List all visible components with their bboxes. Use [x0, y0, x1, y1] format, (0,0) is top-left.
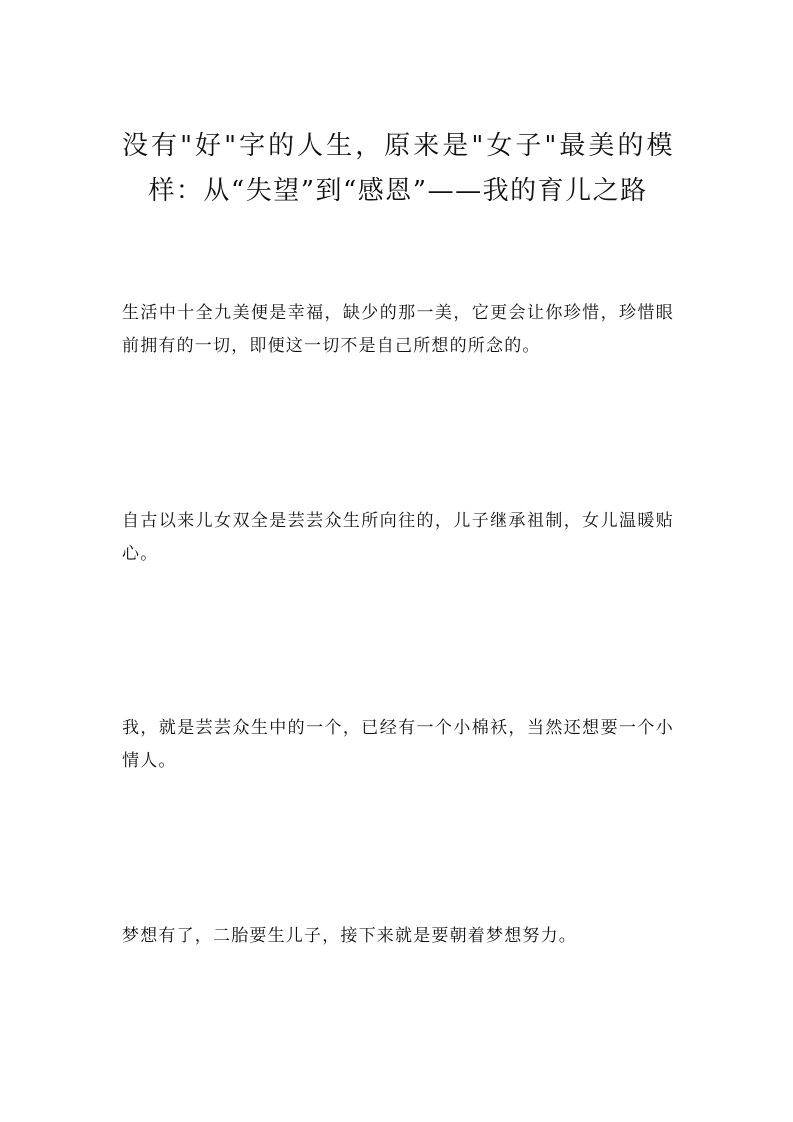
paragraph-2: 自古以来儿女双全是芸芸众生所向往的，儿子继承祖制，女儿温暖贴心。 [122, 511, 674, 564]
paragraph-1: 生活中十全九美便是幸福，缺少的那一美，它更会让你珍惜，珍惜眼前拥有的一切，即便这一切不是自己所想的所念的。 [122, 303, 674, 356]
paragraph-4: 梦想有了，二胎要生儿子，接下来就是要朝着梦想努力。 [122, 926, 577, 946]
paragraph-3: 我，就是芸芸众生中的一个，已经有一个小棉袄，当然还想要一个小情人。 [122, 718, 674, 771]
document-title: 没有"好"字的人生，原来是"女子"最美的模样：从“失望”到“感恩”——我的育儿之路 [122, 131, 674, 206]
